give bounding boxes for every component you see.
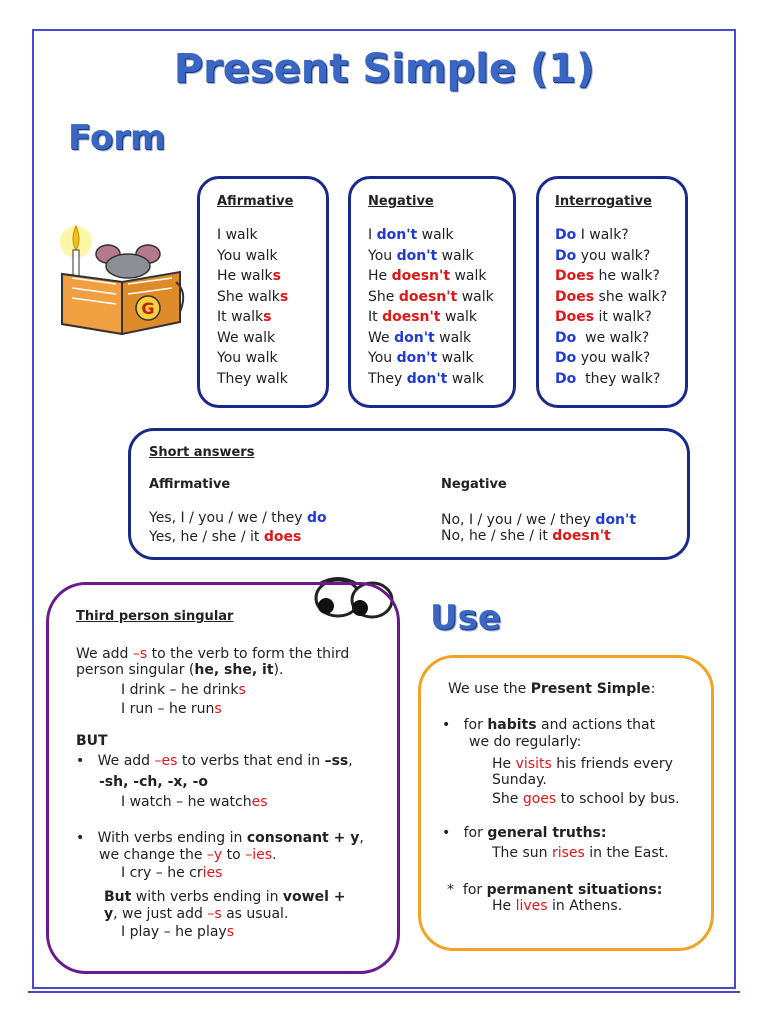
negative-row	[368, 348, 494, 369]
use-example-visits-line2: Sunday.	[492, 772, 547, 788]
interrogative-auxiliary: Do	[555, 350, 577, 366]
negative-header: Negative	[368, 194, 434, 209]
affirmative-text: I walk	[217, 227, 258, 243]
interrogative-auxiliary: Do	[555, 329, 577, 346]
third-person-intro-line2: person singular (he, she, it).	[76, 662, 284, 678]
third-person-intro-line1: We add –s to the verb to form the third	[76, 646, 350, 662]
interrogative-text: you walk?	[576, 247, 651, 264]
use-general-truths: • for general truths:	[442, 825, 607, 841]
negative-row	[368, 307, 494, 328]
short-answer-no-singular: No, he / she / it doesn't	[441, 528, 611, 544]
affirmative-row	[217, 287, 288, 308]
interrogative-row	[555, 266, 667, 287]
negative-subject: It	[368, 309, 383, 325]
negative-auxiliary: don't	[406, 370, 448, 387]
form-heading: Form	[68, 118, 166, 158]
negative-subject: I	[368, 227, 377, 243]
third-person-example-watch: I watch – he watches	[121, 794, 268, 810]
affirmative-row	[217, 328, 288, 349]
interrogative-text: he walk?	[594, 268, 660, 284]
affirmative-text: It walk	[217, 309, 264, 325]
interrogative-auxiliary: Does	[555, 288, 595, 305]
negative-verb: walk	[437, 350, 474, 366]
use-example-visits: He visits his friends every	[492, 756, 673, 772]
interrogative-header: Interrogative	[555, 194, 652, 209]
negative-verb: walk	[440, 309, 477, 325]
interrogative-auxiliary: Do	[555, 370, 577, 387]
interrogative-text: they walk?	[576, 370, 661, 387]
use-habits-line2: we do regularly:	[469, 734, 582, 750]
negative-row	[368, 287, 494, 308]
rule-ies-line1: • With verbs ending in consonant + y,	[76, 830, 364, 846]
use-example-lives: He lives in Athens.	[492, 898, 623, 914]
negative-subject: We	[368, 329, 395, 346]
negative-subject: You	[368, 350, 397, 366]
use-example-rises: The sun rises in the East.	[492, 845, 669, 861]
third-person-example-play: I play – he plays	[121, 924, 234, 940]
negative-auxiliary: don't	[376, 227, 418, 243]
third-person-example-drink: I drink – he drinks	[121, 682, 246, 698]
use-example-goes: She goes to school by bus.	[492, 791, 680, 807]
interrogative-row	[555, 246, 667, 267]
interrogative-row	[555, 369, 667, 390]
affirmative-ending: s	[263, 309, 272, 325]
short-answers-header: Short answers	[149, 445, 255, 460]
short-answers-box	[128, 428, 690, 560]
third-person-box	[46, 582, 400, 974]
third-person-example-cry: I cry – he cries	[121, 865, 223, 881]
affirmative-list	[217, 225, 288, 389]
page-frame-bottom-rule	[28, 991, 740, 993]
interrogative-list	[555, 225, 667, 389]
book-candle-illustration	[52, 212, 188, 338]
use-box	[418, 655, 714, 951]
negative-verb: walk	[447, 370, 484, 387]
rule-es-line2: -sh, -ch, -x, -o	[99, 774, 209, 790]
interrogative-auxiliary: Do	[555, 247, 577, 264]
interrogative-auxiliary: Does	[555, 309, 595, 325]
interrogative-auxiliary: Does	[555, 268, 595, 284]
negative-auxiliary: doesn't	[398, 288, 458, 305]
negative-row	[368, 369, 494, 390]
negative-row	[368, 328, 494, 349]
affirmative-row	[217, 307, 288, 328]
affirmative-row	[217, 369, 288, 390]
affirmative-text: You walk	[217, 350, 278, 366]
negative-subject: He	[368, 268, 392, 284]
affirmative-box	[197, 176, 329, 408]
short-answer-yes-singular: Yes, he / she / it does	[149, 529, 302, 545]
negative-subject: They	[368, 370, 407, 387]
negative-auxiliary: doesn't	[382, 309, 441, 325]
affirmative-ending: s	[272, 268, 281, 284]
interrogative-text: I walk?	[576, 227, 629, 243]
negative-row	[368, 225, 494, 246]
negative-list	[368, 225, 494, 389]
negative-verb: walk	[437, 247, 474, 264]
use-habits-line1: • for habits and actions that	[442, 717, 656, 733]
short-answer-no-plural: No, I / you / we / they don't	[441, 512, 637, 528]
but-label: BUT	[76, 733, 108, 749]
negative-subject: You	[368, 247, 397, 264]
interrogative-row	[555, 328, 667, 349]
affirmative-header: Afirmative	[217, 194, 294, 209]
negative-verb: walk	[457, 288, 494, 305]
short-answer-yes-plural: Yes, I / you / we / they do	[149, 510, 327, 526]
page-title: Present Simple (1)	[173, 46, 595, 92]
affirmative-row	[217, 225, 288, 246]
interrogative-box	[536, 176, 688, 408]
interrogative-row	[555, 307, 667, 328]
affirmative-text: She walk	[217, 288, 280, 305]
negative-auxiliary: doesn't	[391, 268, 451, 284]
short-answers-negative-label: Negative	[441, 477, 507, 492]
negative-verb: walk	[417, 227, 454, 243]
interrogative-text: we walk?	[576, 329, 650, 346]
affirmative-text: We walk	[217, 329, 276, 346]
interrogative-text: she walk?	[594, 288, 668, 305]
rule-es-line1: • We add –es to verbs that end in –ss,	[76, 753, 353, 769]
affirmative-text: You walk	[217, 247, 278, 264]
svg-text:G: G	[141, 299, 155, 318]
negative-verb: walk	[450, 268, 487, 284]
affirmative-row	[217, 266, 288, 287]
use-heading: Use	[430, 598, 501, 638]
use-intro: We use the Present Simple:	[448, 681, 656, 697]
interrogative-row	[555, 225, 667, 246]
interrogative-row	[555, 287, 667, 308]
negative-row	[368, 246, 494, 267]
negative-box	[348, 176, 516, 408]
affirmative-row	[217, 246, 288, 267]
rule-vowel-y-line1: But with verbs ending in vowel +	[104, 889, 346, 905]
negative-auxiliary: don't	[396, 247, 438, 264]
interrogative-auxiliary: Do	[555, 227, 577, 243]
third-person-header: Third person singular	[76, 609, 234, 624]
negative-row	[368, 266, 494, 287]
affirmative-ending: s	[279, 288, 289, 305]
negative-verb: walk	[434, 329, 472, 346]
affirmative-text: He walk	[217, 268, 273, 284]
negative-auxiliary: don't	[396, 350, 438, 366]
negative-subject: She	[368, 288, 399, 305]
use-permanent-situations: * for permanent situations:	[447, 882, 663, 898]
negative-auxiliary: don't	[394, 329, 435, 346]
affirmative-row	[217, 348, 288, 369]
third-person-example-run: I run – he runs	[121, 701, 222, 717]
interrogative-row	[555, 348, 667, 369]
rule-ies-line2: we change the –y to –ies.	[99, 847, 277, 863]
interrogative-text: it walk?	[594, 309, 652, 325]
rule-vowel-y-line2: y, we just add –s as usual.	[104, 906, 289, 922]
affirmative-text: They walk	[217, 370, 288, 387]
interrogative-text: you walk?	[576, 350, 651, 366]
short-answers-affirmative-label: Affirmative	[149, 477, 231, 492]
